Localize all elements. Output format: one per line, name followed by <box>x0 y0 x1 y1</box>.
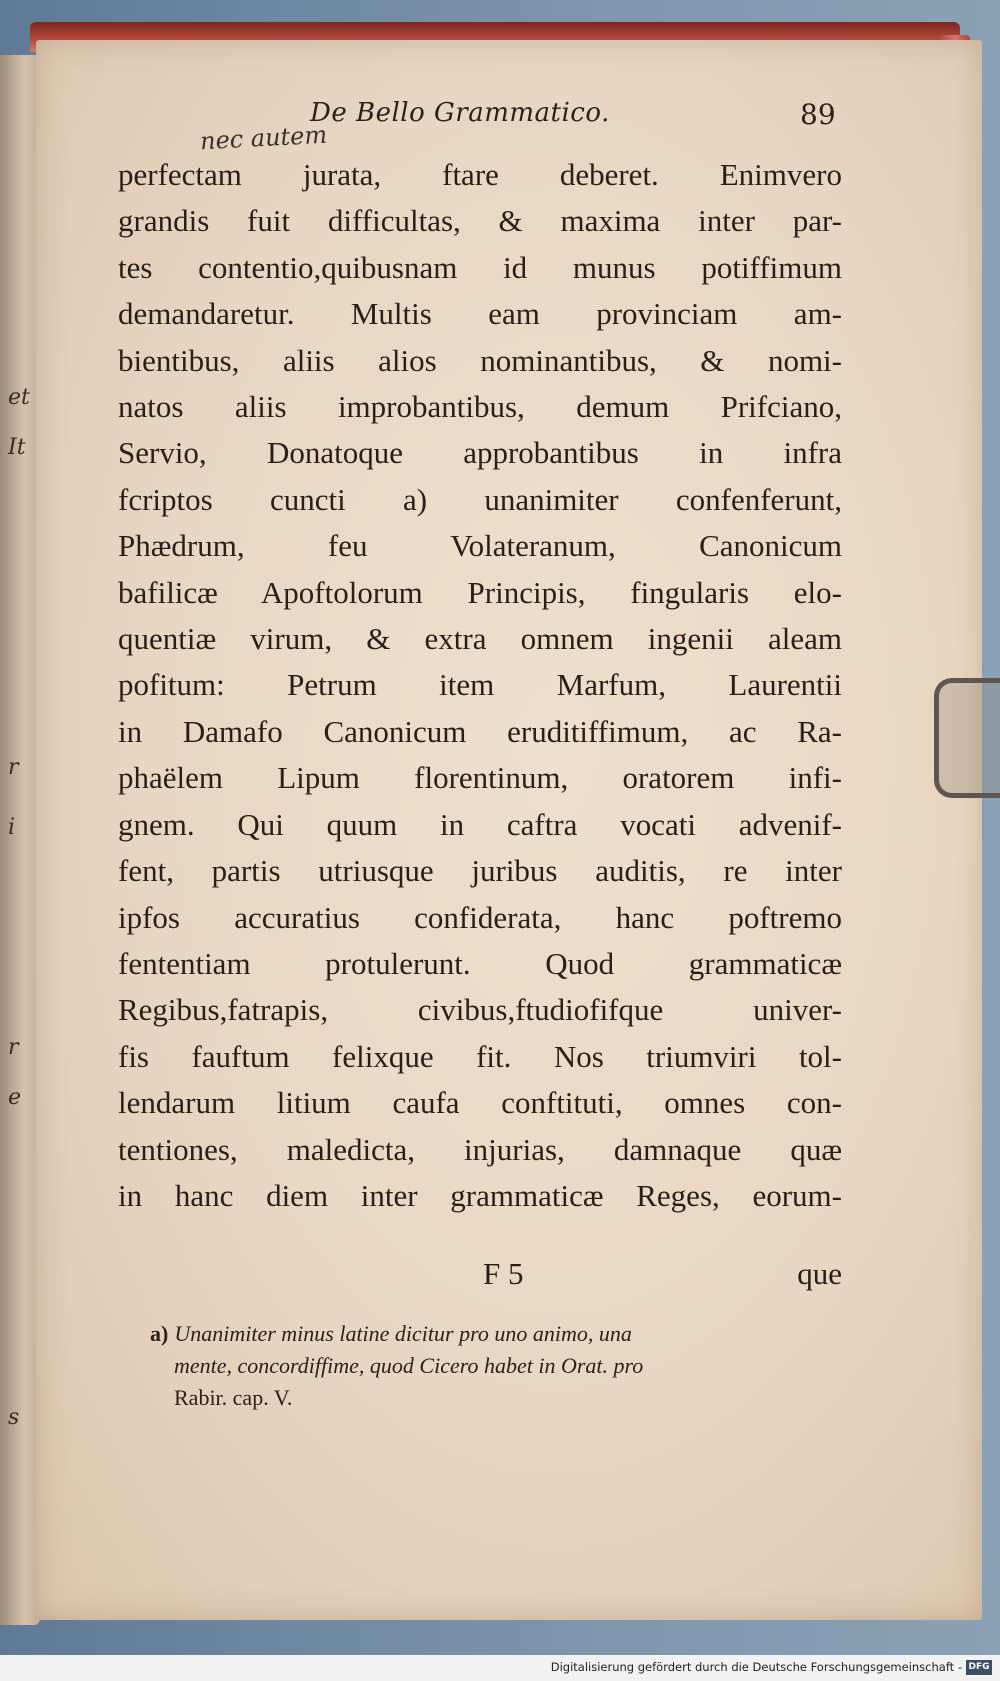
text-line: ipfos accuratius confiderata, hanc poftremo <box>118 899 842 935</box>
footnote-line: Rabir. cap. V. <box>174 1385 293 1410</box>
margin-mark: et <box>8 385 30 410</box>
margin-mark: r <box>8 1035 19 1060</box>
text-line: fent, partis utriusque juribus auditis, re inter <box>118 853 842 889</box>
text-line: Servio, Donatoque approbantibus in infra <box>118 435 842 471</box>
dfg-logo: DFG <box>966 1660 992 1675</box>
signature-mark: F 5 <box>483 1256 524 1291</box>
margin-mark: e <box>8 1085 22 1110</box>
page-number: 89 <box>800 98 836 131</box>
margin-mark: i <box>8 815 16 840</box>
catchword: que <box>797 1256 842 1291</box>
body-text <box>118 152 842 1219</box>
text-line: fis fauftum felixque fit. Nos triumviri tol- <box>118 1038 842 1074</box>
footnote-line <box>150 1318 840 1350</box>
text-line: bientibus, aliis alios nominantibus, & nomi- <box>118 342 842 378</box>
text-line: lendarum litium caufa conftituti, omnes con- <box>118 1085 842 1121</box>
text-line: Regibus,fatrapis, civibus,ftudiofifque univer- <box>118 992 842 1028</box>
text-line: phaëlem Lipum florentinum, oratorem infi- <box>118 760 842 796</box>
footnote-line: mente, concordiffime, quod Cicero habet in Orat. pro <box>174 1353 644 1378</box>
footer-credit: Digitalisierung gefördert durch die Deutsche Forschungsgemeinschaft - <box>550 1660 962 1674</box>
margin-mark: It <box>8 435 26 460</box>
text-line: fcriptos cuncti a) unanimiter confenferunt, <box>118 481 842 517</box>
previous-page-edge <box>0 55 40 1625</box>
footnote-marker: a) <box>150 1321 169 1346</box>
text-line: Phædrum, feu Volateranum, Canonicum <box>118 528 842 564</box>
text-line: in hanc diem inter grammaticæ Reges, eorum- <box>118 1177 842 1213</box>
running-head: De Bello Grammatico. <box>310 98 610 128</box>
page-clip <box>934 678 1000 798</box>
text-line: perfectam jurata, ftare deberet. Enimvero <box>118 157 842 192</box>
text-line: grandis fuit difficultas, & maxima inter par- <box>118 203 842 239</box>
text-line: in Damafo Canonicum eruditiffimum, ac Ra- <box>118 713 842 749</box>
text-line: demandaretur. Multis eam provinciam am- <box>118 296 842 332</box>
margin-mark: s <box>8 1405 20 1430</box>
page-signature-row <box>118 1256 842 1296</box>
handwritten-annotation: nec autem <box>199 120 328 156</box>
text-line: bafilicæ Apoftolorum Principis, fingularis elo- <box>118 574 842 610</box>
margin-mark: r <box>8 755 19 780</box>
text-line: fententiam protulerunt. Quod grammaticæ <box>118 945 842 981</box>
footer-bar <box>0 1655 1000 1681</box>
text-line: gnem. Qui quum in caftra vocati advenif- <box>118 806 842 842</box>
footnote-text: Unanimiter minus latine dicitur pro uno animo, una <box>174 1321 632 1346</box>
text-line: tentiones, maledicta, injurias, damnaque quæ <box>118 1131 842 1167</box>
footnote <box>150 1318 840 1414</box>
text-line: pofitum: Petrum item Marfum, Laurentii <box>118 667 842 703</box>
text-line: quentiæ virum, & extra omnem ingenii aleam <box>118 621 842 657</box>
text-line: tes contentio,quibusnam id munus potiffimum <box>118 249 842 285</box>
text-line: natos aliis improbantibus, demum Prifciano, <box>118 389 842 425</box>
